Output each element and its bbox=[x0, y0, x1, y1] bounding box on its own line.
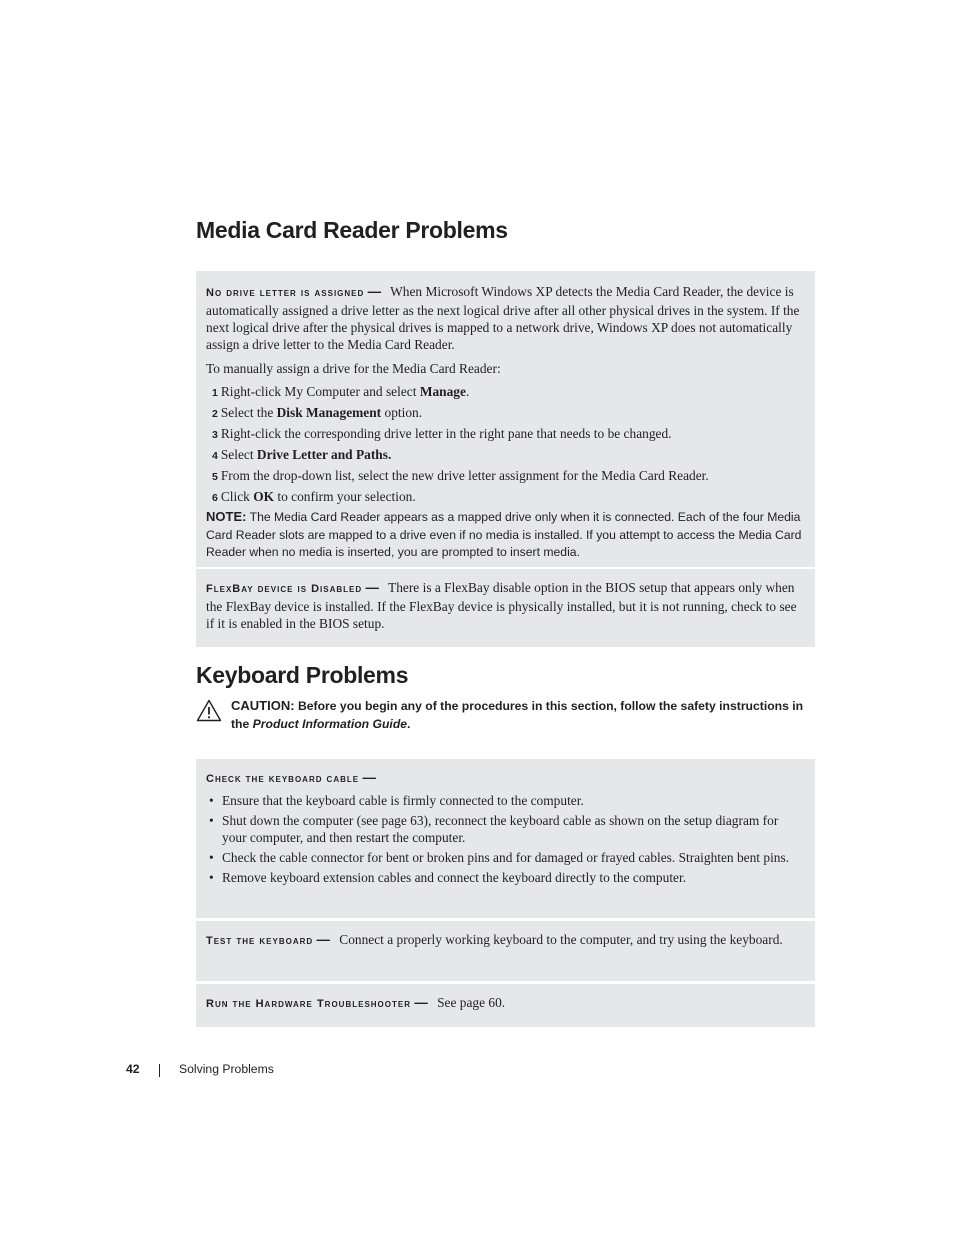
lead-no-drive-letter: No drive letter is assigned bbox=[206, 287, 365, 299]
caution-body: Before you begin any of the procedures in this section, follow the safety instructions in the bbox=[231, 699, 804, 731]
text-flexbay: There is a FlexBay disable option in the BIOS setup that appears only when the FlexBay device is installed. If the FlexBay device is physically installed, but it is not running, check to see if it is enabled in the BIOS setup. bbox=[206, 580, 797, 631]
steps-list bbox=[206, 382, 805, 508]
lead-test-keyboard: Test the keyboard bbox=[206, 935, 314, 947]
text-no-drive-letter: When Microsoft Windows XP detects the Media Card Reader, the device is automatically assigned a drive letter as the next logical drive after all other physical drives in the system. If the next logical drive after the physical drives is mapped to a network drive, Windows XP does not automatically assign a drive letter to the Media Card Reader. bbox=[206, 284, 800, 352]
step-item: 3 Right-click the corresponding drive letter in the right pane that needs to be changed. bbox=[212, 426, 672, 441]
section-title-media-card: Media Card Reader Problems bbox=[196, 217, 508, 243]
list-item: • Check the cable connector for bent or broken pins and for damaged or frayed cables. Straighten bent pins. bbox=[206, 849, 805, 866]
footer-section-name: Solving Problems bbox=[179, 1062, 274, 1076]
caution-label: CAUTION: bbox=[231, 698, 295, 713]
step-item: 1 Right-click My Computer and select Manage. bbox=[212, 384, 470, 399]
lead-dash: — bbox=[365, 580, 379, 595]
paragraph-test-keyboard bbox=[206, 931, 805, 950]
caution-text bbox=[231, 697, 816, 733]
lead-dash: — bbox=[414, 995, 428, 1010]
paragraph-check-cable bbox=[206, 769, 805, 788]
page-number: 42 bbox=[126, 1062, 140, 1076]
list-item: • Remove keyboard extension cables and connect the keyboard directly to the computer. bbox=[206, 869, 805, 886]
note-label: NOTE: bbox=[206, 509, 247, 524]
caution-guide-title: Product Information Guide bbox=[252, 716, 408, 731]
section-title-keyboard: Keyboard Problems bbox=[196, 662, 409, 688]
lead-dash: — bbox=[362, 770, 376, 785]
note-text: The Media Card Reader appears as a mapped drive only when it is connected. Each of the four Media Card Reader slots are mapped to a drive even if no media is installed. If you attempt to access the Media Card Reader when no media is inserted, you are prompted to insert media. bbox=[206, 510, 802, 559]
text-troubleshooter: See page 60. bbox=[437, 995, 506, 1010]
panel-no-drive-letter bbox=[196, 271, 815, 567]
step-item: 5 From the drop-down list, select the new drive letter assignment for the Media Card Reader. bbox=[212, 468, 709, 483]
lead-troubleshooter: Run the Hardware Troubleshooter bbox=[206, 998, 411, 1010]
lead-dash: — bbox=[316, 932, 330, 947]
lead-flexbay: FlexBay device is Disabled bbox=[206, 583, 363, 595]
footer-divider bbox=[159, 1064, 160, 1077]
list-item: • Shut down the computer (see page 63), reconnect the keyboard cable as shown on the setup diagram for your computer, and then restart the computer. bbox=[206, 812, 805, 846]
paragraph-troubleshooter bbox=[206, 994, 805, 1013]
text-test-keyboard: Connect a properly working keyboard to the computer, and try using the keyboard. bbox=[339, 932, 783, 947]
lead-dash: — bbox=[367, 284, 382, 299]
step-item: 2 Select the Disk Management option. bbox=[212, 405, 423, 420]
paragraph-no-drive-letter bbox=[206, 283, 805, 353]
caution-end: . bbox=[407, 716, 411, 731]
panel-test-keyboard bbox=[196, 921, 815, 981]
note bbox=[206, 508, 805, 562]
step-item: 4 Select Drive Letter and Paths. bbox=[212, 447, 392, 462]
cable-bullet-list bbox=[206, 792, 805, 886]
lead-check-cable: Check the keyboard cable bbox=[206, 773, 360, 785]
list-item: • Ensure that the keyboard cable is firmly connected to the computer. bbox=[206, 792, 805, 809]
paragraph-flexbay bbox=[206, 579, 805, 632]
panel-flexbay-disabled bbox=[196, 569, 815, 647]
step-item: 6 Click OK to confirm your selection. bbox=[212, 489, 416, 504]
panel-check-keyboard-cable bbox=[196, 759, 815, 918]
caution-block bbox=[196, 697, 816, 733]
panel-hardware-troubleshooter bbox=[196, 984, 815, 1027]
steps-intro: To manually assign a drive for the Media Card Reader: bbox=[206, 361, 501, 376]
warning-triangle-icon bbox=[196, 699, 222, 722]
